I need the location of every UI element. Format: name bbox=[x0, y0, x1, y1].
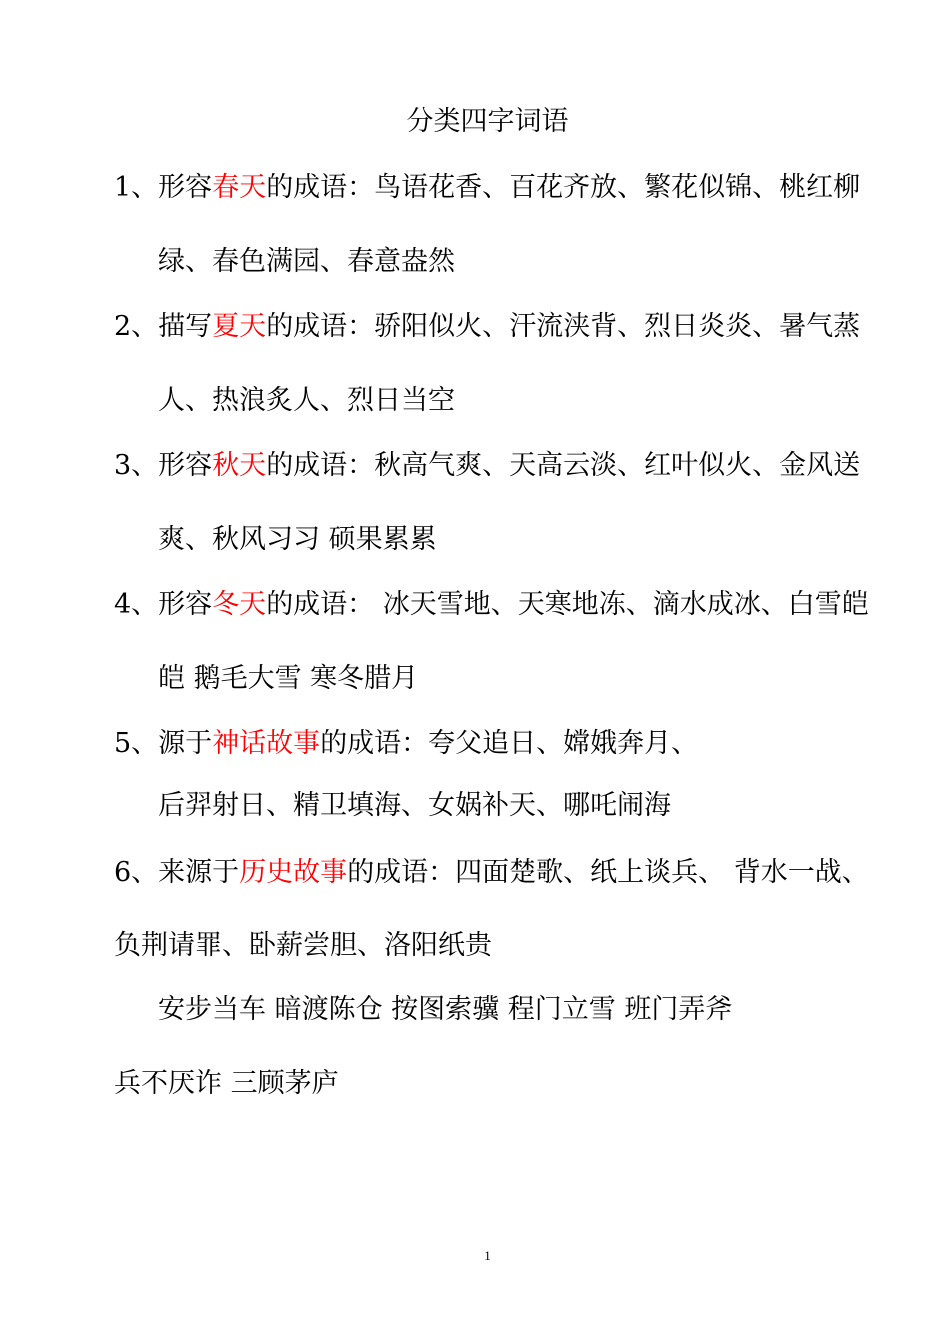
item-1-text: 的成语：鸟语花香、百花齐放、繁花似锦、桃红柳 bbox=[266, 172, 861, 203]
item-5-highlight: 神话故事 bbox=[212, 728, 321, 759]
item-4-line-1 bbox=[114, 587, 869, 623]
item-6-prefix: 6、来源于 bbox=[114, 857, 240, 888]
item-6-line-3: 安步当车 暗渡陈仓 按图索骥 程门立雪 班门弄斧 bbox=[158, 994, 733, 1025]
item-3-line-1 bbox=[114, 448, 860, 484]
item-6-line-1 bbox=[114, 855, 869, 891]
item-4-line-2: 皑 鹅毛大雪 寒冬腊月 bbox=[158, 663, 419, 694]
item-1-line-1 bbox=[114, 170, 860, 206]
page-number: 1 bbox=[484, 1248, 491, 1263]
item-5-line-1 bbox=[114, 726, 698, 762]
item-1-prefix: 1、形容 bbox=[114, 172, 213, 203]
item-3-line-2: 爽、秋风习习 硕果累累 bbox=[158, 524, 437, 555]
item-3-prefix: 3、形容 bbox=[114, 450, 213, 481]
item-2-text: 的成语：骄阳似火、汗流浃背、烈日炎炎、暑气蒸 bbox=[266, 311, 861, 342]
item-4-prefix: 4、形容 bbox=[114, 589, 213, 620]
item-1-highlight: 春天 bbox=[212, 172, 267, 203]
item-2-line-2: 人、热浪炙人、烈日当空 bbox=[158, 385, 455, 416]
item-2-prefix: 2、描写 bbox=[114, 311, 213, 342]
item-5-prefix: 5、源于 bbox=[114, 728, 213, 759]
item-6-line-2: 负荆请罪、卧薪尝胆、洛阳纸贵 bbox=[114, 930, 492, 961]
item-1-line-2: 绿、春色满园、春意盎然 bbox=[158, 246, 455, 277]
item-4-highlight: 冬天 bbox=[212, 589, 267, 620]
item-5-text: 的成语：夸父追日、嫦娥奔月、 bbox=[320, 728, 699, 759]
item-2-line-1 bbox=[114, 309, 860, 345]
item-3-text: 的成语：秋高气爽、天高云淡、红叶似火、金风送 bbox=[266, 450, 861, 481]
item-4-text: 的成语： 冰天雪地、天寒地冻、滴水成冰、白雪皑 bbox=[266, 589, 869, 620]
item-3-highlight: 秋天 bbox=[212, 450, 267, 481]
item-5-line-2: 后羿射日、精卫填海、女娲补天、哪吒闹海 bbox=[158, 790, 671, 821]
item-2-highlight: 夏天 bbox=[212, 311, 267, 342]
item-6-text: 的成语：四面楚歌、纸上谈兵、 背水一战、 bbox=[347, 857, 869, 888]
page-title: 分类四字词语 bbox=[406, 106, 569, 137]
item-6-highlight: 历史故事 bbox=[239, 857, 348, 888]
item-6-line-4: 兵不厌诈 三顾茅庐 bbox=[114, 1068, 339, 1099]
